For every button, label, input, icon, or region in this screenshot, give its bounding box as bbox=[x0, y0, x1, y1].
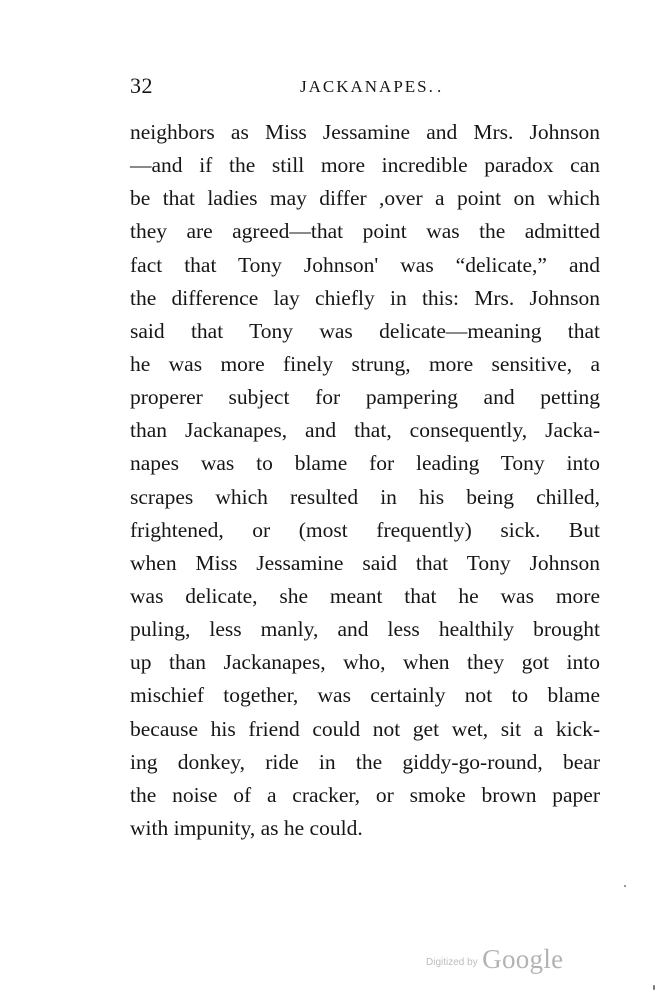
page-number: 32 bbox=[130, 73, 153, 98]
text-line: be that ladies may differ ,over a point on which bbox=[130, 186, 600, 211]
digitized-by-label: Digitized by bbox=[426, 957, 478, 968]
text-line: with impunity, as he could. bbox=[130, 815, 363, 840]
running-title: JACKANAPES. bbox=[300, 77, 435, 96]
text-line: mischief together, was certainly not to blame bbox=[130, 683, 600, 708]
scan-speck bbox=[653, 985, 655, 990]
running-title-trailing-mark: . bbox=[437, 77, 442, 96]
text-line: frightened, or (most frequently) sick. But bbox=[130, 517, 600, 542]
text-line: puling, less manly, and less healthily brought bbox=[130, 617, 600, 642]
text-line: fact that Tony Johnson' was “delicate,” and bbox=[130, 252, 600, 277]
body-text bbox=[130, 116, 600, 845]
text-line: the difference lay chiefly in this: Mrs. Johnson bbox=[130, 285, 600, 310]
text-line: was delicate, she meant that he was more bbox=[130, 583, 600, 608]
text-line: they are agreed—that point was the admitted bbox=[130, 219, 600, 244]
scan-speck bbox=[624, 885, 626, 887]
text-line: —and if the still more incredible paradox can bbox=[130, 153, 600, 178]
google-logo: Google bbox=[482, 944, 564, 974]
text-line: scrapes which resulted in his being chilled, bbox=[130, 484, 600, 509]
text-line: because his friend could not get wet, sit a kick- bbox=[130, 716, 600, 741]
digitized-by-google-watermark bbox=[426, 944, 563, 975]
text-line: when Miss Jessamine said that Tony Johnson bbox=[130, 550, 600, 575]
text-line: neighbors as Miss Jessamine and Mrs. Johnson bbox=[130, 120, 600, 144]
text-line: said that Tony was delicate—meaning that bbox=[130, 318, 600, 343]
text-line: napes was to blame for leading Tony into bbox=[130, 451, 600, 476]
text-line: ing donkey, ride in the giddy-go-round, bear bbox=[130, 749, 600, 774]
text-line: the noise of a cracker, or smoke brown paper bbox=[130, 782, 600, 807]
text-line: properer subject for pampering and petting bbox=[130, 385, 600, 410]
text-line: he was more finely strung, more sensitive, a bbox=[130, 351, 600, 376]
text-line: up than Jackanapes, who, when they got into bbox=[130, 650, 600, 675]
text-line: than Jackanapes, and that, consequently, Jacka- bbox=[130, 418, 600, 443]
